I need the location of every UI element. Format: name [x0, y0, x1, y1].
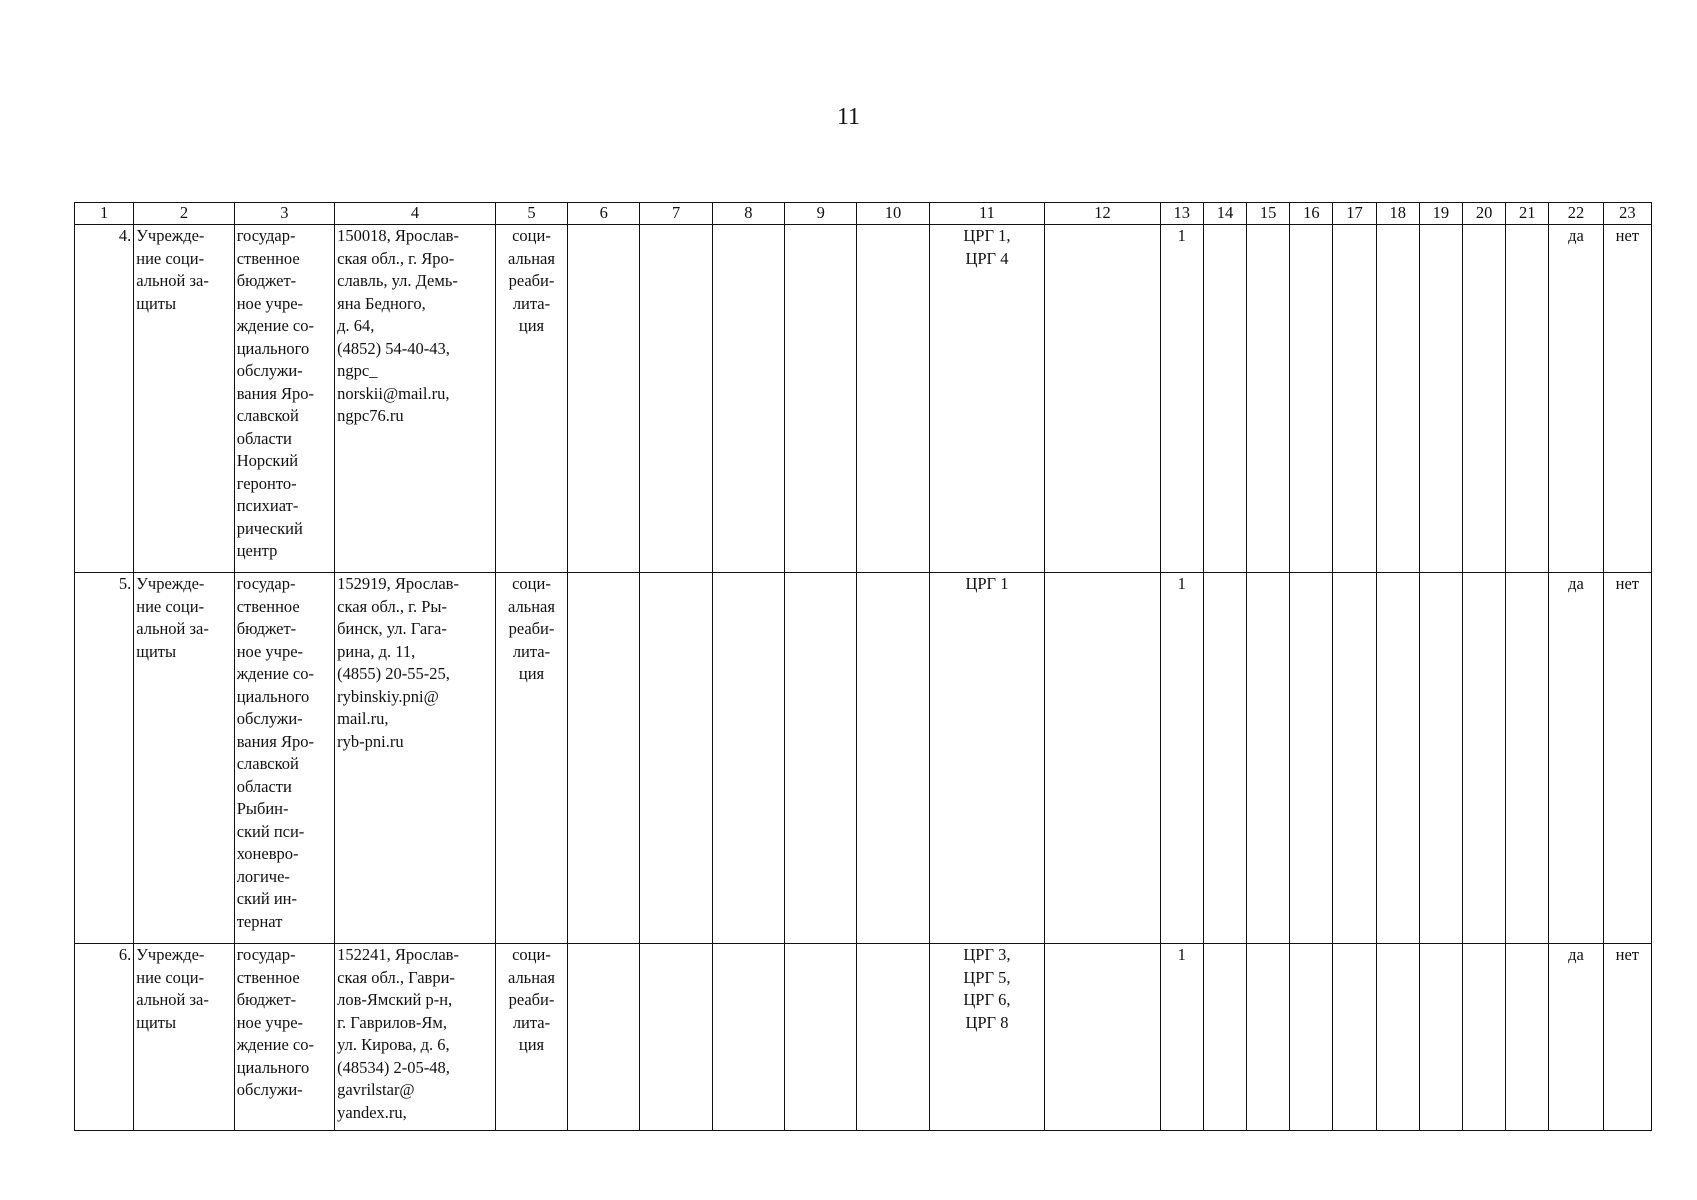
- cell-col-20: [1463, 573, 1506, 944]
- cell-col-9: [785, 944, 857, 1131]
- target-groups: ЦРГ 1: [929, 573, 1045, 944]
- row-number: 4.: [75, 225, 134, 573]
- cell-col-23: нет: [1603, 573, 1651, 944]
- address-contacts: 152241, Ярослав- ская обл., Гаври- лов-Ямский р-н, г. Гаврилов-Ям, ул. Кирова, д. 6, (48534) 2-05-48, gavrilstar@ yandex.ru,: [335, 944, 496, 1131]
- column-header: 4: [335, 203, 496, 225]
- column-header: 2: [134, 203, 234, 225]
- page-number: 11: [836, 104, 861, 130]
- institution-type: Учрежде- ние соци- альной за- щиты: [134, 944, 234, 1131]
- column-header: 22: [1549, 203, 1603, 225]
- column-header: 7: [640, 203, 712, 225]
- cell-col-8: [712, 225, 784, 573]
- table-row: [75, 944, 1652, 1131]
- column-header: 19: [1419, 203, 1462, 225]
- column-header: 17: [1333, 203, 1376, 225]
- column-header: 6: [568, 203, 640, 225]
- cell-col-8: [712, 573, 784, 944]
- cell-col-17: [1333, 225, 1376, 573]
- column-header: 1: [75, 203, 134, 225]
- cell-col-6: [568, 225, 640, 573]
- cell-col-16: [1290, 225, 1333, 573]
- column-header: 15: [1247, 203, 1290, 225]
- column-header: 11: [929, 203, 1045, 225]
- column-header: 9: [785, 203, 857, 225]
- cell-col-6: [568, 944, 640, 1131]
- cell-col-22: да: [1549, 573, 1603, 944]
- organization-name: государ- ственное бюджет- ное учре- ждение со- циального обслужи- вания Яро- славской области Рыбин- ский пси- хоневро- логиче- ский ин- тернат: [234, 573, 334, 944]
- cell-col-20: [1463, 944, 1506, 1131]
- cell-col-7: [640, 225, 712, 573]
- cell-col-15: [1247, 573, 1290, 944]
- institution-type: Учрежде- ние соци- альной за- щиты: [134, 573, 234, 944]
- address-contacts: 152919, Ярослав- ская обл., г. Ры- бинск, ул. Гага- рина, д. 11, (4855) 20-55-25, rybinskiy.pni@ mail.ru, ryb-pni.ru: [335, 573, 496, 944]
- cell-col-6: [568, 573, 640, 944]
- cell-col-20: [1463, 225, 1506, 573]
- cell-col-19: [1419, 944, 1462, 1131]
- column-header: 21: [1506, 203, 1549, 225]
- cell-col-16: [1290, 573, 1333, 944]
- column-header: 14: [1203, 203, 1246, 225]
- cell-col-12: [1045, 573, 1161, 944]
- cell-col-8: [712, 944, 784, 1131]
- cell-col-16: [1290, 944, 1333, 1131]
- cell-col-14: [1203, 944, 1246, 1131]
- cell-col-12: [1045, 225, 1161, 573]
- cell-col-23: нет: [1603, 944, 1651, 1131]
- cell-col-14: [1203, 225, 1246, 573]
- column-header: 8: [712, 203, 784, 225]
- cell-col-9: [785, 225, 857, 573]
- cell-col-17: [1333, 944, 1376, 1131]
- organization-name: государ- ственное бюджет- ное учре- ждение со- циального обслужи-: [234, 944, 334, 1131]
- cell-col-7: [640, 944, 712, 1131]
- cell-col-10: [857, 944, 929, 1131]
- cell-col-13: 1: [1160, 573, 1203, 944]
- cell-col-13: 1: [1160, 944, 1203, 1131]
- registry-table: [74, 202, 1652, 1131]
- cell-col-13: 1: [1160, 225, 1203, 573]
- column-header: 16: [1290, 203, 1333, 225]
- address-contacts: 150018, Ярослав- ская обл., г. Яро- славль, ул. Демь- яна Бедного, д. 64, (4852) 54-40-43, ngpc_ norskii@mail.ru, ngpc76.ru: [335, 225, 496, 573]
- cell-col-15: [1247, 944, 1290, 1131]
- institution-type: Учрежде- ние соци- альной за- щиты: [134, 225, 234, 573]
- cell-col-7: [640, 573, 712, 944]
- cell-col-22: да: [1549, 225, 1603, 573]
- cell-col-9: [785, 573, 857, 944]
- column-header: 18: [1376, 203, 1419, 225]
- cell-col-23: нет: [1603, 225, 1651, 573]
- column-header: 10: [857, 203, 929, 225]
- cell-col-18: [1376, 944, 1419, 1131]
- organization-name: государ- ственное бюджет- ное учре- ждение со- циального обслужи- вания Яро- славской области Норский геронто- психиат- рический центр: [234, 225, 334, 573]
- table-row: [75, 225, 1652, 573]
- column-header: 23: [1603, 203, 1651, 225]
- service-type: соци- альная реаби- лита- ция: [495, 944, 567, 1131]
- cell-col-21: [1506, 225, 1549, 573]
- target-groups: ЦРГ 3, ЦРГ 5, ЦРГ 6, ЦРГ 8: [929, 944, 1045, 1131]
- cell-col-10: [857, 225, 929, 573]
- service-type: соци- альная реаби- лита- ция: [495, 225, 567, 573]
- cell-col-12: [1045, 944, 1161, 1131]
- row-number: 5.: [75, 573, 134, 944]
- column-header: 12: [1045, 203, 1161, 225]
- cell-col-18: [1376, 225, 1419, 573]
- target-groups: ЦРГ 1, ЦРГ 4: [929, 225, 1045, 573]
- cell-col-22: да: [1549, 944, 1603, 1131]
- cell-col-17: [1333, 573, 1376, 944]
- table-row: [75, 573, 1652, 944]
- cell-col-10: [857, 573, 929, 944]
- column-header: 5: [495, 203, 567, 225]
- cell-col-21: [1506, 944, 1549, 1131]
- column-header: 13: [1160, 203, 1203, 225]
- cell-col-19: [1419, 225, 1462, 573]
- cell-col-15: [1247, 225, 1290, 573]
- service-type: соци- альная реаби- лита- ция: [495, 573, 567, 944]
- column-header: 3: [234, 203, 334, 225]
- column-number-row: [75, 203, 1652, 225]
- column-header: 20: [1463, 203, 1506, 225]
- cell-col-19: [1419, 573, 1462, 944]
- cell-col-21: [1506, 573, 1549, 944]
- cell-col-14: [1203, 573, 1246, 944]
- cell-col-18: [1376, 573, 1419, 944]
- row-number: 6.: [75, 944, 134, 1131]
